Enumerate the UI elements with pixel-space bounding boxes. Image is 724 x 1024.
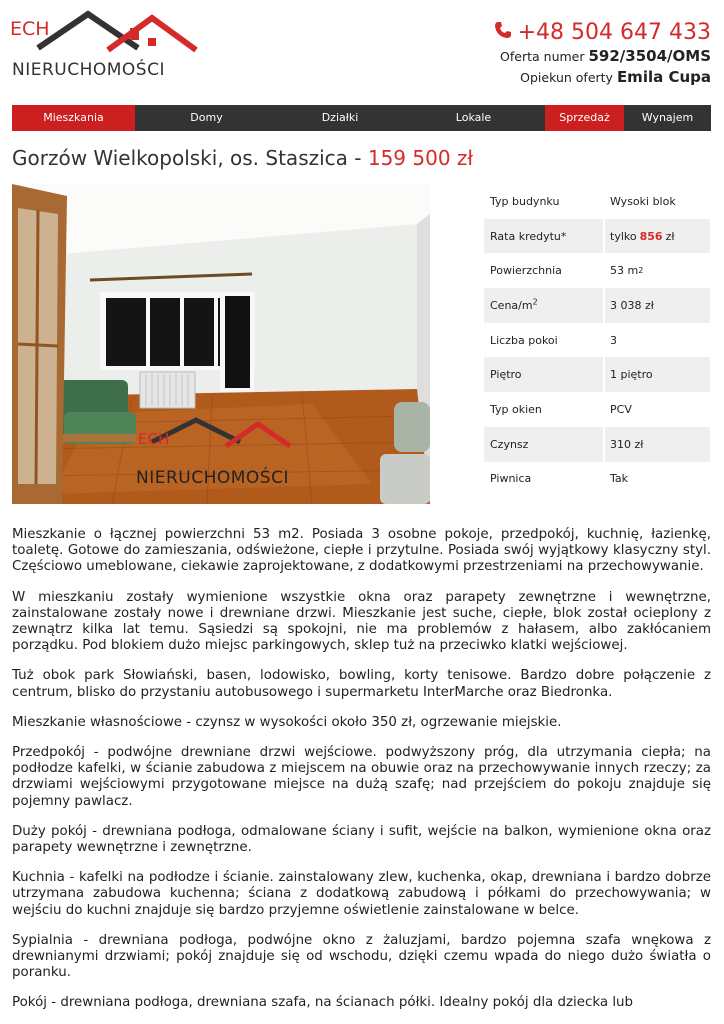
photo-watermark-ech: ECH: [138, 430, 170, 448]
offer-number-label: Oferta numer: [500, 49, 585, 64]
detail-label: Czynsz: [490, 437, 529, 451]
contact-box: [494, 20, 711, 88]
agent-line: [494, 67, 711, 88]
detail-label: Rata kredytu*: [490, 229, 567, 243]
phone-text: +48 504 647 433: [517, 20, 711, 45]
nav-item-domy[interactable]: Domy: [190, 111, 223, 124]
description-paragraph: Mieszkanie o łącznej powierzchni 53 m2. Posiada 3 osobne pokoje, przedpokój, kuchnię, łazienkę, toaletę. Gotowe do zamieszania, odświeżone, ciepłe i przytulne. Posiada swój wyjątkowy klasyczny styl. Częściowo umeblowane, ciekawie zaprojektowane, z dodatkowymi przestrzeniami na przechowywanie.: [12, 527, 711, 575]
detail-row-floor: [484, 357, 710, 392]
detail-value: Wysoki blok: [603, 184, 710, 219]
detail-row-window-type: [484, 392, 710, 427]
detail-value: 1 piętro: [603, 357, 710, 392]
detail-label: Piwnica: [490, 472, 532, 486]
logo-name-text: NIERUCHOMOŚCI: [12, 60, 165, 80]
main-nav: [12, 105, 711, 131]
detail-value: 310 zł: [603, 427, 710, 462]
listing-photo[interactable]: [12, 184, 430, 504]
description-paragraph: Kuchnia - kafelki na podłodze i ścianie. zainstalowany zlew, kuchenka, okap, drewniana i bardzo dobrze utrzymana zabudowa kuchenna; ściana z dodatkową zabudową i półkami do przechowywania; w wejściu do kuchni znajduje się bardzo przyjemne oświetlenie zainstalowane w belce.: [12, 870, 711, 918]
price-per-m2-label: Cena/m: [490, 298, 533, 312]
listing-price: 159 500 zł: [367, 146, 474, 170]
nav-item-mieszkania[interactable]: Mieszkania: [12, 105, 135, 131]
nav-item-dzialki[interactable]: Działki: [321, 111, 359, 124]
area-value: 53 m: [610, 264, 639, 278]
nav-item-wynajem[interactable]: Wynajem: [641, 111, 694, 124]
detail-row-price-per-m2: [484, 288, 710, 323]
description-paragraph: Duży pokój - drewniana podłoga, odmalowane ściany i sufit, wejście na balkon, wymienione okna oraz parapety wewnętrzne i zewnętrzne.: [12, 823, 711, 856]
site-header: [0, 0, 724, 100]
detail-label: Piętro: [490, 368, 522, 382]
detail-value: [603, 219, 710, 254]
description-paragraph: W mieszkaniu zostały wymienione wszystkie okna oraz parapety zewnętrzne i wewnętrzne, zainstalowane zostały nowe i drewniane drzwi. Mieszkanie jest suche, ciepłe, blok został ocieplony z zewnątrz kilka lat temu. Sąsiedzi są spokojni, nie ma problemów z hałasem, albo zakłócaniem porządku. Pod blokiem dużo miejsc parkingowych, sklep tuż na przeciwko klatki wejściowej.: [12, 589, 711, 654]
detail-value: PCV: [603, 392, 710, 427]
description-paragraph: Tuż obok park Słowiański, basen, lodowisko, bowling, korty tenisowe. Bardzo dobre połączenie z centrum, blisko do przystaniu autobusowego i supermarketu InterMarche oraz Biedronka.: [12, 668, 711, 700]
nav-item-sprzedaz[interactable]: Sprzedaż: [545, 105, 624, 131]
logo-ech-text: ECH: [10, 18, 50, 40]
detail-label: [484, 299, 603, 312]
loan-rate-prefix: tylko: [610, 229, 637, 243]
detail-row-area: [484, 253, 710, 288]
detail-row-building-type: [484, 184, 710, 219]
detail-value: 53 m 2: [603, 253, 710, 288]
detail-label: Liczba pokoi: [490, 333, 558, 347]
description-paragraph: Sypialnia - drewniana podłoga, podwójne okno z żaluzjami, bardzo pojemna szafa wnękowa z drewnianymi drzwiami; pokój znajduje się od wschodu, dzięki czemu wpada do niego dużo światła o poranku.: [12, 932, 711, 981]
agent-label: Opiekun oferty: [520, 70, 613, 85]
description-paragraph: Przedpokój - podwójne drewniane drzwi wejściowe. podwyższony próg, dla utrzymania ciepła; na podłodze kafelki, w ścianie zabudowa z miejscem na obuwie oraz na przechowywanie innych rzeczy; za drzwiami wejściowymi przygotowane miejsce na dużą szafę; nad przejściem do pokoju znajduje się pojemny pawlacz.: [12, 745, 711, 809]
detail-value: 3: [603, 323, 710, 358]
listing-title: [12, 146, 473, 170]
description-paragraph: Pokój - drewniana podłoga, drewniana szafa, na ścianach półki. Idealny pokój dla dziecka lub: [12, 995, 634, 1011]
price-per-m2-sup: 2: [532, 297, 538, 307]
room-photo-image: [12, 184, 430, 504]
listing-location: Gorzów Wielkopolski, os. Staszica -: [12, 146, 368, 170]
detail-label: Powierzchnia: [490, 264, 562, 278]
agent-name: Emila Cupa: [616, 68, 711, 86]
phone-number[interactable]: [494, 20, 711, 46]
detail-label: Typ okien: [490, 402, 542, 416]
listing-description: [12, 527, 711, 1024]
site-logo[interactable]: [10, 10, 190, 82]
offer-number-line: [494, 46, 711, 67]
phone-icon: [494, 20, 512, 46]
detail-row-loan-rate: [484, 219, 710, 254]
offer-number: 592/3504/OMS: [588, 47, 711, 65]
property-details-table: [484, 184, 710, 496]
house-roof-icon: [30, 10, 200, 60]
nav-item-lokale[interactable]: Lokale: [455, 111, 492, 124]
detail-value: 3 038 zł: [603, 288, 710, 323]
detail-row-rooms: [484, 323, 710, 358]
detail-value: Tak: [603, 462, 710, 497]
detail-row-basement: [484, 462, 710, 497]
loan-rate-amount: 856: [639, 229, 663, 243]
photo-watermark-name: NIERUCHOMOŚCI: [136, 468, 289, 488]
loan-rate-suffix: zł: [665, 229, 675, 243]
detail-row-rent: [484, 427, 710, 462]
description-paragraph: Mieszkanie własnościowe - czynsz w wysokości około 350 zł, ogrzewanie miejskie.: [12, 714, 562, 730]
detail-label: Typ budynku: [490, 194, 560, 208]
